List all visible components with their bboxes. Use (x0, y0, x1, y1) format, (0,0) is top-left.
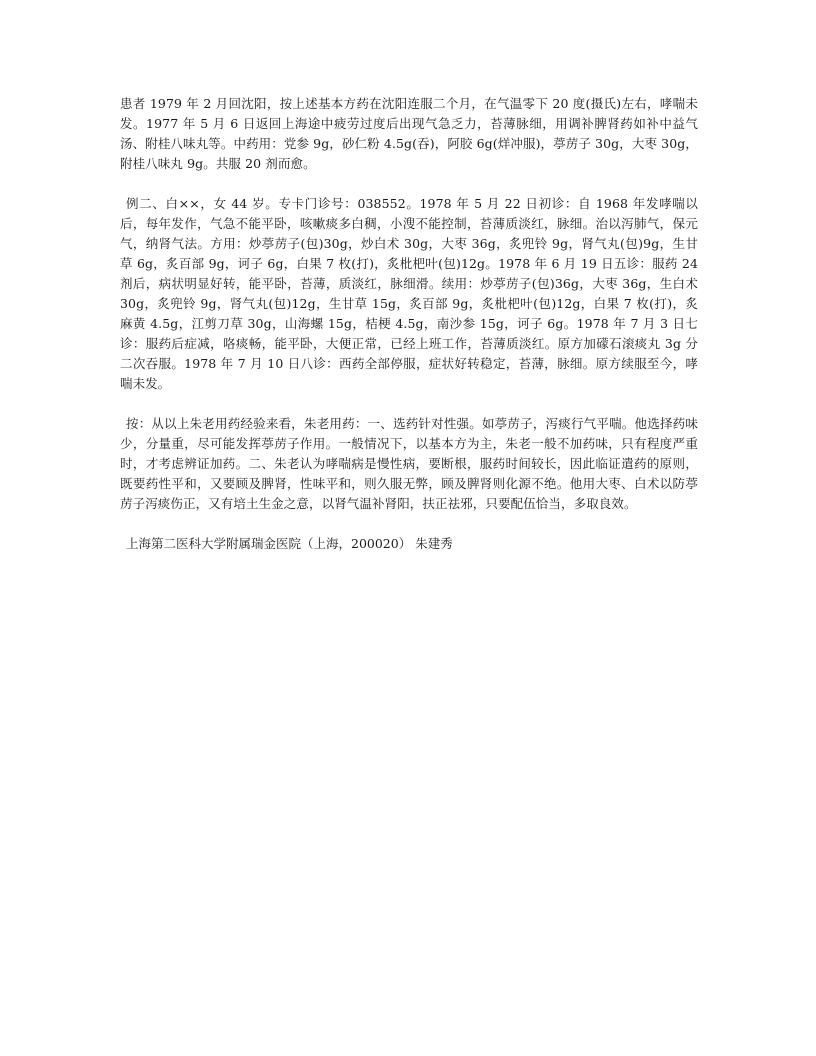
author-affiliation: 上海第二医科大学附属瑞金医院（上海，200020） 朱建秀 (126, 536, 453, 551)
commentary-paragraph: 按：从以上朱老用药经验来看，朱老用药：一、选药针对性强。如葶苈子，泻痰行气平喘。他选择药味少，分量重，尽可能发挥葶苈子作用。一般情况下，以基本方为主，朱老一般不加药味，只有程度严重时，才考虑辨证加药。二、朱老认为哮喘病是慢性病，要断根，服药时间较长，因此临证遣药的原则，既要药性平和，又要顾及脾肾，性味平和，则久服无弊，顾及脾肾则化源不绝。他用大枣、白术以防葶苈子泻痰伤正，又有培土生金之意，以肾气温补肾阳，扶正祛邪，只要配伍恰当，多取良效。 (120, 416, 698, 511)
case-two-paragraph: 例二、白××，女 44 岁。专卡门诊号：038552。1978 年 5 月 22 日初诊：自 1968 年发哮喘以后，每年发作，气急不能平卧，咳嗽痰多白稠，小溲不能控制，苔薄质淡红，脉细。治以泻肺气，保元气，纳肾气法。方用：炒葶苈子(包)30g，炒白术 30g，大枣 36g，炙兜铃 9g，肾气丸(包)9g，生甘草 6g，炙百部 9g，诃子 6g，白果 7 枚(打)，炙枇杷叶(包)12g。1978 年 6 月 19 日五诊：服药 24 剂后，病状明显好转，能平卧，苔薄，质淡红，脉细滑。续用：炒葶苈子(包)36g，大枣 36g，生白术 30g，炙兜铃 9g，肾气丸(包)12g，生甘草 15g，炙百部 9g，炙枇杷叶(包)12g，白果 7 枚(打)，炙麻黄 4.5g，江剪刀草 30g，山海螺 15g，桔梗 4.5g，南沙参 15g，诃子 6g。1978 年 7 月 3 日七诊：服药后症减，咯痰畅，能平卧，大便正常，已经上班工作，苔薄质淡红。原方加礞石滚痰丸 3g 分二次吞服。1978 年 7 月 10 日八诊：西药全部停服，症状好转稳定，苔薄，脉细。原方续服至今，哮喘未发。 (120, 196, 698, 391)
case-one-continuation-paragraph: 患者 1979 年 2 月回沈阳，按上述基本方药在沈阳连服二个月，在气温零下 20 度(摄氏)左右，哮喘未发。1977 年 5 月 6 日返回上海途中疲劳过度后出现气急乏力，苔薄脉细，用调补脾肾药如补中益气汤、附桂八味丸等。中药用：党参 9g，砂仁粉 4.5g(吞)，阿胶 6g(烊冲服)，葶苈子 30g，大枣 30g，附桂八味丸 9g。共服 20 剂而愈。 (120, 96, 698, 171)
document-page (120, 94, 698, 554)
